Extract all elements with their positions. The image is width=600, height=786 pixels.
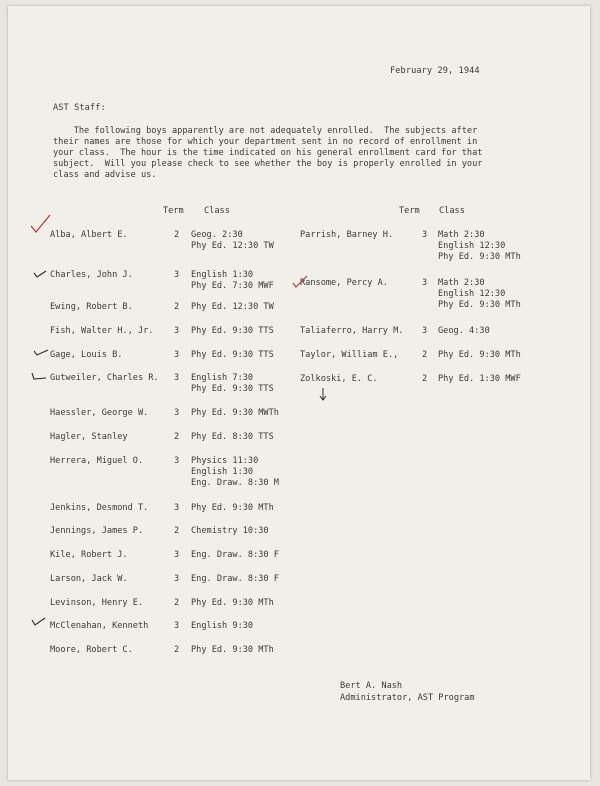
class-list <box>438 326 490 337</box>
term-value: 2 <box>422 374 428 384</box>
class-list <box>438 350 521 361</box>
left-term-header: Term <box>163 206 184 216</box>
term-value: 3 <box>422 326 428 336</box>
right-term-header: Term <box>399 206 420 216</box>
red-check-mark-icon <box>291 274 309 290</box>
term-value: 3 <box>174 270 180 280</box>
signature-title: Administrator, AST Program <box>340 693 475 703</box>
term-value: 3 <box>174 326 180 336</box>
class-list <box>438 230 521 263</box>
class-entry: Phy Ed. 9:30 MTh <box>438 300 521 310</box>
class-entry: Geog. 2:30 <box>191 230 243 240</box>
class-entry: Eng. Draw. 8:30 M <box>191 478 279 488</box>
student-name: Fish, Walter H., Jr. <box>50 326 154 336</box>
term-value: 3 <box>174 621 180 631</box>
student-name: Alba, Albert E. <box>50 230 128 240</box>
class-list <box>191 350 274 361</box>
student-name: McClenahan, Kenneth <box>50 621 149 631</box>
student-name: Moore, Robert C. <box>50 645 133 655</box>
class-entry: English 12:30 <box>438 289 506 299</box>
document-page <box>8 6 590 780</box>
body-paragraph <box>53 126 543 181</box>
class-list <box>191 598 274 609</box>
class-entry: Math 2:30 <box>438 278 485 288</box>
class-entry: Phy Ed. 9:30 MTh <box>191 598 274 608</box>
class-entry: Math 2:30 <box>438 230 485 240</box>
class-list <box>191 503 274 514</box>
class-list <box>191 230 274 252</box>
term-value: 3 <box>174 503 180 513</box>
term-value: 2 <box>174 645 180 655</box>
class-list <box>438 278 521 311</box>
class-entry: Phy Ed. 9:30 TTS <box>191 326 274 336</box>
class-entry: English 1:30 <box>191 467 254 477</box>
body-line: subject. Will you please check to see whether the boy is properly enrolled in your <box>53 159 483 169</box>
class-entry: Phy Ed. 9:30 MTh <box>191 645 274 655</box>
class-list <box>191 526 269 537</box>
class-list <box>438 374 521 385</box>
pencil-check-mark-icon <box>30 370 48 382</box>
class-entry: Physics 11:30 <box>191 456 259 466</box>
class-entry: Phy Ed. 9:30 MTh <box>438 350 521 360</box>
student-name: Hagler, Stanley <box>50 432 128 442</box>
class-entry: Eng. Draw. 8:30 F <box>191 574 279 584</box>
student-name: Jennings, James P. <box>50 526 144 536</box>
class-list <box>191 432 274 443</box>
class-entry: Phy Ed. 12:30 TW <box>191 241 274 251</box>
student-name: Ransome, Percy A. <box>300 278 388 288</box>
left-class-header: Class <box>204 206 230 216</box>
class-list <box>191 621 253 632</box>
student-name: Haessler, George W. <box>50 408 149 418</box>
pencil-check-mark-icon <box>32 346 50 358</box>
body-line: class and advise us. <box>53 170 157 180</box>
term-value: 3 <box>422 278 428 288</box>
body-line: The following boys apparently are not adequately enrolled. The subjects after <box>53 126 478 136</box>
student-name: Jenkins, Desmond T. <box>50 503 149 513</box>
term-value: 2 <box>174 432 180 442</box>
class-entry: English 12:30 <box>438 241 506 251</box>
term-value: 3 <box>174 408 180 418</box>
student-name: Taliaferro, Harry M. <box>300 326 404 336</box>
pencil-check-mark-icon <box>30 616 48 628</box>
class-entry: Phy Ed. 7:30 MWF <box>191 281 274 291</box>
term-value: 3 <box>174 456 180 466</box>
term-value: 2 <box>174 302 180 312</box>
student-name: Herrera, Miguel O. <box>50 456 144 466</box>
class-list <box>191 456 279 489</box>
student-name: Gutweiler, Charles R. <box>50 373 159 383</box>
class-entry: Phy Ed. 12:30 TW <box>191 302 274 312</box>
term-value: 2 <box>174 598 180 608</box>
class-list <box>191 574 279 585</box>
student-name: Gage, Louis B. <box>50 350 123 360</box>
class-list <box>191 270 274 292</box>
salutation: AST Staff: <box>53 103 106 113</box>
student-name: Levinson, Henry E. <box>50 598 144 608</box>
term-value: 3 <box>174 350 180 360</box>
class-list <box>191 326 274 337</box>
class-entry: Phy Ed. 9:30 MTh <box>438 252 521 262</box>
class-entry: Phy Ed. 9:30 TTS <box>191 384 274 394</box>
pencil-arrow-icon <box>317 386 329 402</box>
body-line: your class. The hour is the time indicated on his general enrollment card for that <box>53 148 483 158</box>
class-list <box>191 408 279 419</box>
class-entry: Chemistry 10:30 <box>191 526 269 536</box>
class-entry: Geog. 4:30 <box>438 326 490 336</box>
class-list <box>191 373 274 395</box>
student-name: Taylor, William E., <box>300 350 399 360</box>
term-value: 2 <box>422 350 428 360</box>
term-value: 3 <box>174 550 180 560</box>
red-check-mark-icon <box>28 212 54 236</box>
term-value: 3 <box>174 574 180 584</box>
class-entry: English 1:30 <box>191 270 254 280</box>
class-entry: Phy Ed. 9:30 TTS <box>191 350 274 360</box>
student-name: Ewing, Robert B. <box>50 302 133 312</box>
term-value: 2 <box>174 526 180 536</box>
student-name: Parrish, Barney H. <box>300 230 394 240</box>
class-entry: English 9:30 <box>191 621 254 631</box>
term-value: 2 <box>174 230 180 240</box>
student-name: Zolkoski, E. C. <box>300 374 378 384</box>
student-name: Kile, Robert J. <box>50 550 128 560</box>
class-list <box>191 302 274 313</box>
class-entry: Phy Ed. 1:30 MWF <box>438 374 521 384</box>
class-entry: Phy Ed. 8:30 TTS <box>191 432 274 442</box>
term-value: 3 <box>422 230 428 240</box>
class-entry: English 7:30 <box>191 373 254 383</box>
class-entry: Eng. Draw. 8:30 F <box>191 550 279 560</box>
body-line: their names are those for which your department sent in no record of enrollment in <box>53 137 478 147</box>
letter-date: February 29, 1944 <box>390 66 480 76</box>
class-list <box>191 645 274 656</box>
student-name: Charles, John J. <box>50 270 133 280</box>
class-entry: Phy Ed. 9:30 MWTh <box>191 408 279 418</box>
term-value: 3 <box>174 373 180 383</box>
pencil-check-mark-icon <box>32 268 48 280</box>
signature-name: Bert A. Nash <box>340 681 403 691</box>
class-entry: Phy Ed. 9:30 MTh <box>191 503 274 513</box>
right-class-header: Class <box>439 206 465 216</box>
student-name: Larson, Jack W. <box>50 574 128 584</box>
class-list <box>191 550 279 561</box>
